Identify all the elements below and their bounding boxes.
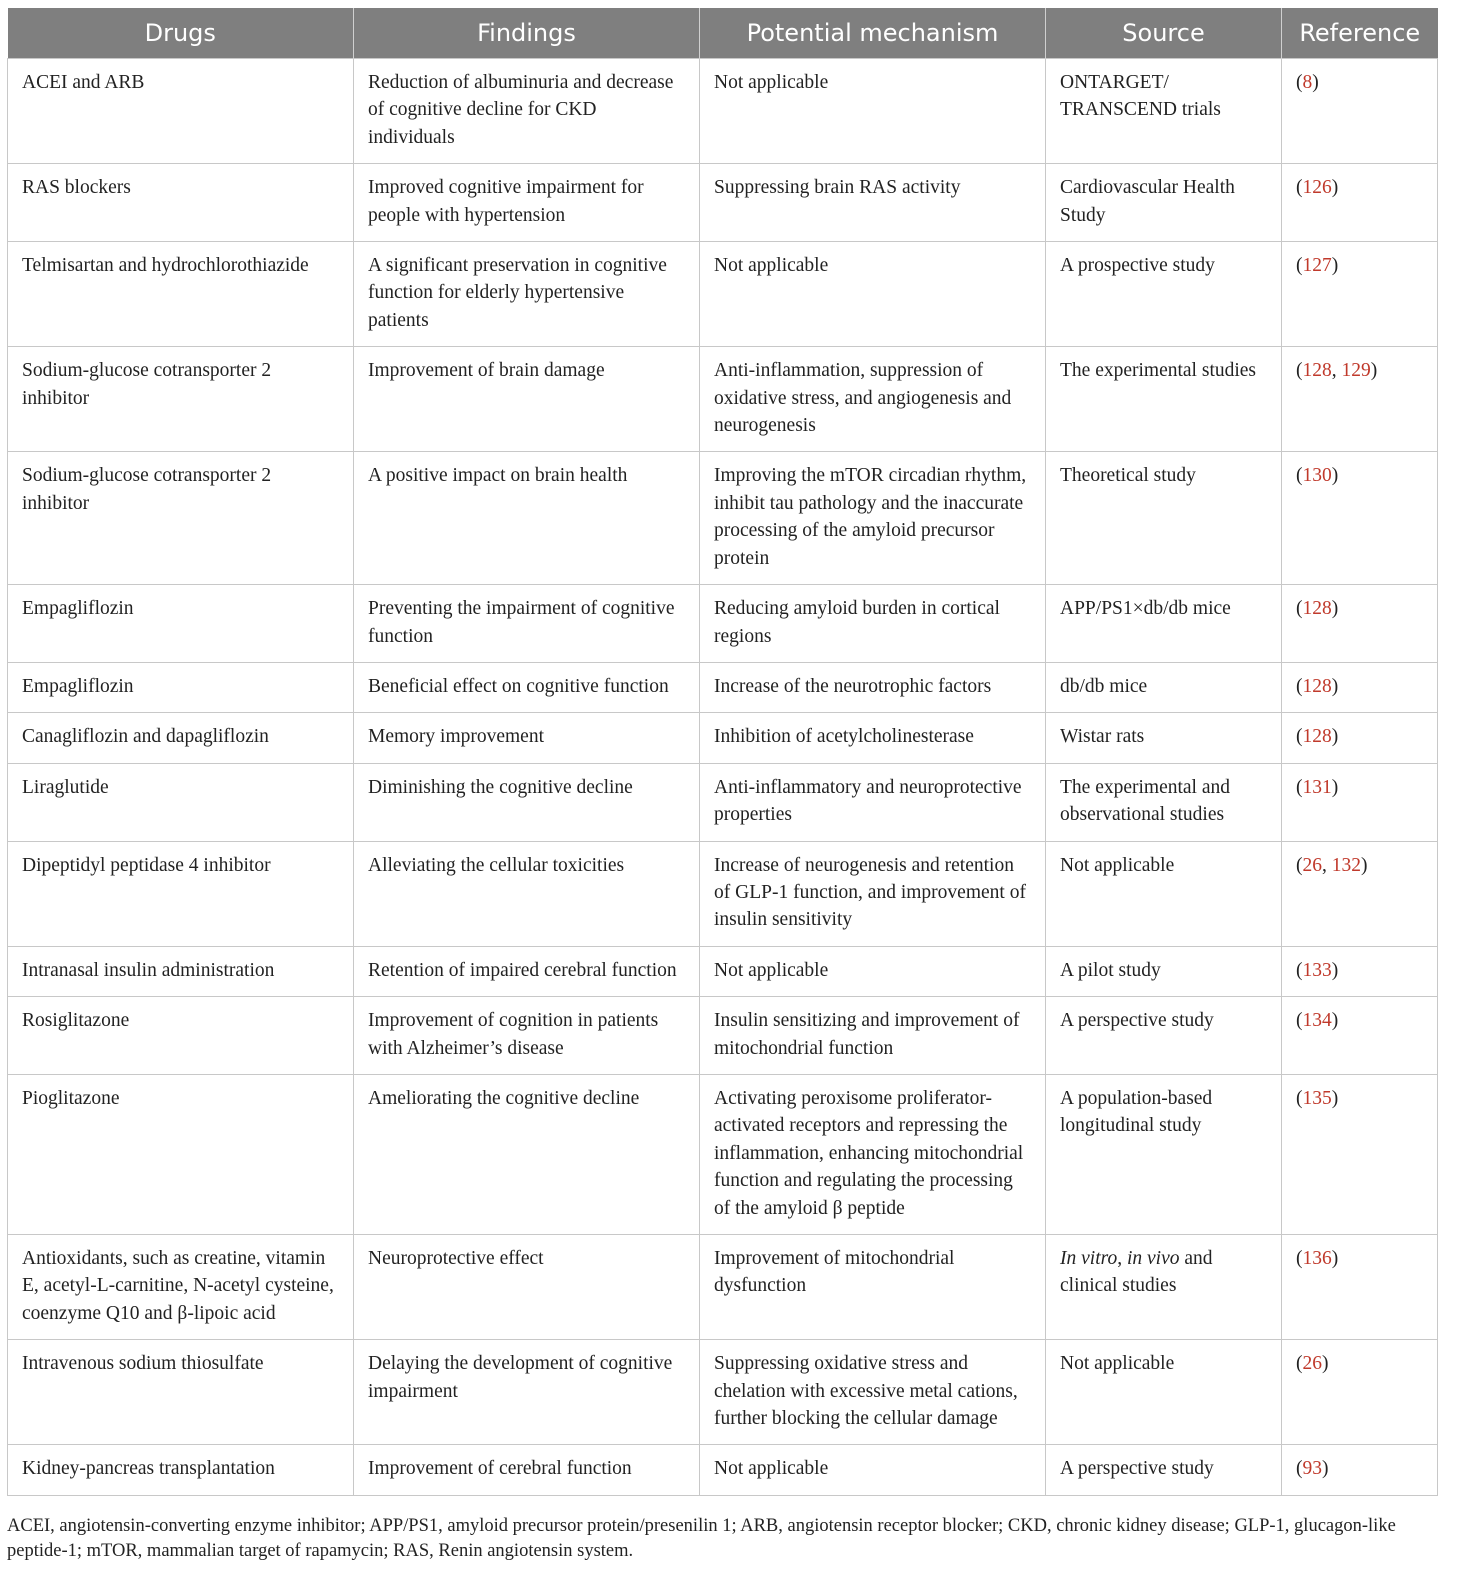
reference-link[interactable]: 133: [1302, 959, 1332, 981]
cell-findings: Improved cognitive impairment for people with hypertension: [354, 164, 700, 242]
cell-source: db/db mice: [1046, 662, 1282, 712]
header-reference: Reference: [1282, 8, 1438, 59]
table-row: [8, 452, 1438, 585]
drugs-table: [7, 8, 1438, 1496]
cell-source: A prospective study: [1046, 242, 1282, 347]
table-container: [7, 8, 1437, 1496]
cell-mechanism: Not applicable: [700, 946, 1046, 996]
cell-source: Theoretical study: [1046, 452, 1282, 585]
cell-source: ONTARGET/ TRANSCEND trials: [1046, 59, 1282, 164]
cell-findings: Retention of impaired cerebral function: [354, 946, 700, 996]
cell-source: A population-based longitudinal study: [1046, 1074, 1282, 1234]
cell-drug: Antioxidants, such as creatine, vitamin E, acetyl-L-carnitine, N-acetyl cysteine, coenzyme Q10 and β-lipoic acid: [8, 1235, 354, 1340]
cell-reference: (126): [1282, 164, 1438, 242]
cell-findings: Memory improvement: [354, 713, 700, 763]
cell-findings: Reduction of albuminuria and decrease of cognitive decline for CKD individuals: [354, 59, 700, 164]
cell-source: [1046, 1235, 1282, 1340]
cell-mechanism: Insulin sensitizing and improvement of mitochondrial function: [700, 997, 1046, 1075]
table-row: [8, 662, 1438, 712]
cell-drug: Empagliflozin: [8, 662, 354, 712]
cell-reference: (26, 132): [1282, 841, 1438, 946]
cell-reference: (26): [1282, 1340, 1438, 1445]
cell-source: APP/PS1×db/db mice: [1046, 585, 1282, 663]
cell-findings: Beneficial effect on cognitive function: [354, 662, 700, 712]
cell-drug: Pioglitazone: [8, 1074, 354, 1234]
cell-source: Wistar rats: [1046, 713, 1282, 763]
cell-mechanism: Improving the mTOR circadian rhythm, inhibit tau pathology and the inaccurate processing of the amyloid precursor protein: [700, 452, 1046, 585]
header-drugs: Drugs: [8, 8, 354, 59]
table-row: [8, 763, 1438, 841]
cell-reference: (135): [1282, 1074, 1438, 1234]
cell-reference: (134): [1282, 997, 1438, 1075]
cell-mechanism: Not applicable: [700, 1445, 1046, 1495]
cell-drug: Canagliflozin and dapagliflozin: [8, 713, 354, 763]
cell-drug: Liraglutide: [8, 763, 354, 841]
cell-reference: (131): [1282, 763, 1438, 841]
cell-findings: A positive impact on brain health: [354, 452, 700, 585]
source-text-part: and clinical studies: [1060, 1248, 1213, 1297]
cell-mechanism: Suppressing brain RAS activity: [700, 164, 1046, 242]
table-row: [8, 1235, 1438, 1340]
cell-reference: (93): [1282, 1445, 1438, 1495]
cell-findings: Diminishing the cognitive decline: [354, 763, 700, 841]
cell-reference: (128): [1282, 713, 1438, 763]
cell-mechanism: Not applicable: [700, 242, 1046, 347]
cell-findings: Improvement of brain damage: [354, 347, 700, 452]
reference-link[interactable]: 93: [1302, 1458, 1322, 1480]
cell-findings: A significant preservation in cognitive function for elderly hypertensive patients: [354, 242, 700, 347]
table-row: [8, 59, 1438, 164]
cell-drug: Rosiglitazone: [8, 997, 354, 1075]
cell-mechanism: Anti-inflammation, suppression of oxidative stress, and angiogenesis and neurogenesis: [700, 347, 1046, 452]
cell-source: A perspective study: [1046, 1445, 1282, 1495]
reference-link[interactable]: 128: [1302, 598, 1332, 620]
cell-drug: Empagliflozin: [8, 585, 354, 663]
cell-findings: Preventing the impairment of cognitive function: [354, 585, 700, 663]
source-text-part: ,: [1117, 1248, 1127, 1269]
cell-drug: Intranasal insulin administration: [8, 946, 354, 996]
reference-link[interactable]: 26: [1302, 854, 1322, 876]
header-findings: Findings: [354, 8, 700, 59]
reference-link[interactable]: 8: [1302, 72, 1313, 93]
cell-reference: (136): [1282, 1235, 1438, 1340]
reference-link[interactable]: 128: [1302, 726, 1332, 748]
table-row: [8, 585, 1438, 663]
reference-link[interactable]: 128: [1302, 675, 1332, 697]
reference-link[interactable]: 126: [1302, 177, 1332, 199]
cell-reference: (128, 129): [1282, 347, 1438, 452]
cell-source: A pilot study: [1046, 946, 1282, 996]
header-row: [8, 8, 1438, 59]
table-row: [8, 946, 1438, 996]
cell-source: Not applicable: [1046, 841, 1282, 946]
header-source: Source: [1046, 8, 1282, 59]
cell-mechanism: Increase of neurogenesis and retention of GLP-1 function, and improvement of insulin sensitivity: [700, 841, 1046, 946]
cell-reference: (8): [1282, 59, 1438, 164]
reference-link[interactable]: 130: [1302, 465, 1332, 487]
table-row: [8, 1340, 1438, 1445]
reference-link[interactable]: 136: [1302, 1248, 1332, 1269]
table-row: [8, 242, 1438, 347]
cell-mechanism: Improvement of mitochondrial dysfunction: [700, 1235, 1046, 1340]
source-text-part: in vivo: [1126, 1248, 1180, 1269]
cell-drug: Telmisartan and hydrochlorothiazide: [8, 242, 354, 347]
cell-source: Not applicable: [1046, 1340, 1282, 1445]
reference-link[interactable]: 127: [1302, 255, 1332, 277]
cell-reference: (127): [1282, 242, 1438, 347]
source-text-part: In vitro: [1060, 1248, 1118, 1269]
cell-mechanism: Reducing amyloid burden in cortical regions: [700, 585, 1046, 663]
cell-findings: Ameliorating the cognitive decline: [354, 1074, 700, 1234]
cell-reference: (130): [1282, 452, 1438, 585]
table-row: [8, 1074, 1438, 1234]
table-row: [8, 164, 1438, 242]
reference-link[interactable]: 128: [1302, 360, 1332, 382]
table-footnote: ACEI, angiotensin-converting enzyme inhibitor; APP/PS1, amyloid precursor protein/presenilin 1; ARB, angiotensin receptor blocker; CKD, chronic kidney disease; GLP-1, glucagon-like peptide-1; mTOR, mammalian target of rapamycin; RAS, Renin angiotensin system.: [7, 1516, 1396, 1561]
cell-drug: ACEI and ARB: [8, 59, 354, 164]
reference-link[interactable]: 131: [1302, 776, 1332, 798]
cell-mechanism: Not applicable: [700, 59, 1046, 164]
table-body: [8, 59, 1438, 1496]
cell-mechanism: Anti-inflammatory and neuroprotective properties: [700, 763, 1046, 841]
table-row: [8, 1445, 1438, 1495]
cell-source: A perspective study: [1046, 997, 1282, 1075]
cell-source: The experimental and observational studies: [1046, 763, 1282, 841]
table-row: [8, 713, 1438, 763]
cell-findings: Improvement of cognition in patients with Alzheimer’s disease: [354, 997, 700, 1075]
cell-mechanism: Increase of the neurotrophic factors: [700, 662, 1046, 712]
cell-drug: RAS blockers: [8, 164, 354, 242]
cell-findings: Neuroprotective effect: [354, 1235, 700, 1340]
cell-reference: (133): [1282, 946, 1438, 996]
cell-mechanism: Inhibition of acetylcholinesterase: [700, 713, 1046, 763]
table-row: [8, 997, 1438, 1075]
cell-findings: Alleviating the cellular toxicities: [354, 841, 700, 946]
cell-drug: Dipeptidyl peptidase 4 inhibitor: [8, 841, 354, 946]
cell-mechanism: Suppressing oxidative stress and chelation with excessive metal cations, further blocking the cellular damage: [700, 1340, 1046, 1445]
reference-link[interactable]: 26: [1302, 1353, 1322, 1375]
header-mechanism: Potential mechanism: [700, 8, 1046, 59]
cell-reference: (128): [1282, 662, 1438, 712]
cell-drug: Sodium-glucose cotransporter 2 inhibitor: [8, 347, 354, 452]
cell-drug: Intravenous sodium thiosulfate: [8, 1340, 354, 1445]
cell-drug: Kidney-pancreas transplantation: [8, 1445, 354, 1495]
reference-link[interactable]: 135: [1302, 1087, 1332, 1109]
cell-drug: Sodium-glucose cotransporter 2 inhibitor: [8, 452, 354, 585]
reference-link[interactable]: 132: [1331, 854, 1361, 876]
cell-findings: Improvement of cerebral function: [354, 1445, 700, 1495]
cell-reference: (128): [1282, 585, 1438, 663]
reference-link[interactable]: 134: [1302, 1010, 1332, 1032]
table-header: [8, 8, 1438, 59]
cell-source: The experimental studies: [1046, 347, 1282, 452]
cell-mechanism: Activating peroxisome proliferator-activated receptors and repressing the inflammation, enhancing mitochondrial function and regulating the processing of the amyloid β peptide: [700, 1074, 1046, 1234]
table-row: [8, 841, 1438, 946]
cell-findings: Delaying the development of cognitive impairment: [354, 1340, 700, 1445]
table-row: [8, 347, 1438, 452]
cell-source: Cardiovascular Health Study: [1046, 164, 1282, 242]
reference-link[interactable]: 129: [1341, 360, 1371, 382]
